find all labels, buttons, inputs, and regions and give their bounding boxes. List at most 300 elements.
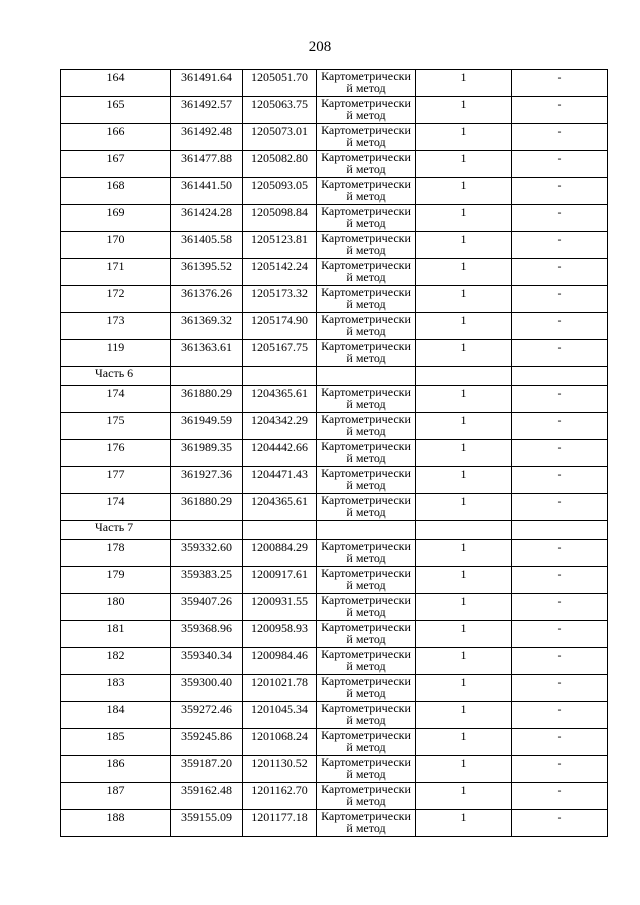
method-text-line: й метод [346, 324, 386, 338]
x-coordinate-value: 361927.36 [181, 467, 232, 481]
count-value: 1 [460, 124, 467, 138]
point-number-cell [61, 675, 171, 702]
method-text-line: Картометрически [321, 539, 411, 553]
count-cell [416, 386, 512, 413]
count-value: 1 [460, 810, 467, 824]
y-coordinate-cell [243, 756, 317, 783]
y-coordinate-cell [243, 702, 317, 729]
count-cell [416, 124, 512, 151]
table-row [61, 675, 608, 702]
y-coordinate-cell [243, 70, 317, 97]
method-text-line: й метод [346, 270, 386, 284]
count-value: 1 [460, 756, 467, 770]
dash-value: - [557, 594, 562, 608]
point-number-value: 166 [106, 124, 125, 138]
x-coordinate-value: 359383.25 [181, 567, 232, 581]
point-number-cell [61, 467, 171, 494]
y-coordinate-cell [243, 232, 317, 259]
point-number-value: 183 [106, 675, 125, 689]
empty-cell [317, 521, 416, 540]
dash-value: - [557, 178, 562, 192]
point-number-value: 180 [106, 594, 125, 608]
count-value: 1 [460, 386, 467, 400]
x-coordinate-cell [171, 232, 243, 259]
count-value: 1 [460, 494, 467, 508]
dash-cell [512, 124, 608, 151]
dash-cell [512, 702, 608, 729]
dash-value: - [557, 756, 562, 770]
method-cell [317, 259, 416, 286]
y-coordinate-value: 1200958.93 [251, 621, 308, 635]
method-text-line: Картометрически [321, 177, 411, 191]
table-row [61, 178, 608, 205]
x-coordinate-cell [171, 259, 243, 286]
y-coordinate-value: 1205082.80 [251, 151, 308, 165]
count-value: 1 [460, 286, 467, 300]
y-coordinate-cell [243, 675, 317, 702]
empty-cell [243, 367, 317, 386]
x-coordinate-cell [171, 413, 243, 440]
method-cell [317, 340, 416, 367]
count-value: 1 [460, 232, 467, 246]
method-text-line: Картометрически [321, 204, 411, 218]
method-text-line: Картометрически [321, 439, 411, 453]
point-number-value: 176 [106, 440, 125, 454]
dash-value: - [557, 259, 562, 273]
y-coordinate-value: 1201045.34 [251, 702, 308, 716]
point-number-value: 177 [106, 467, 125, 481]
y-coordinate-value: 1205123.81 [251, 232, 308, 246]
table-row [61, 124, 608, 151]
method-cell [317, 413, 416, 440]
count-cell [416, 70, 512, 97]
method-cell [317, 567, 416, 594]
count-value: 1 [460, 440, 467, 454]
point-number-cell [61, 151, 171, 178]
count-cell [416, 567, 512, 594]
dash-cell [512, 594, 608, 621]
y-coordinate-value: 1204342.29 [251, 413, 308, 427]
table-row [61, 313, 608, 340]
method-text-line: й метод [346, 659, 386, 673]
method-cell [317, 286, 416, 313]
point-number-cell [61, 232, 171, 259]
y-coordinate-value: 1200931.55 [251, 594, 308, 608]
dash-value: - [557, 386, 562, 400]
x-coordinate-cell [171, 286, 243, 313]
point-number-cell [61, 386, 171, 413]
y-coordinate-cell [243, 783, 317, 810]
method-text-line: Картометрически [321, 339, 411, 353]
method-text-line: Картометрически [321, 566, 411, 580]
dash-value: - [557, 205, 562, 219]
point-number-cell [61, 494, 171, 521]
dash-value: - [557, 783, 562, 797]
y-coordinate-cell [243, 567, 317, 594]
x-coordinate-cell [171, 783, 243, 810]
dash-cell [512, 70, 608, 97]
dash-value: - [557, 151, 562, 165]
y-coordinate-cell [243, 729, 317, 756]
method-text-line: й метод [346, 243, 386, 257]
dash-value: - [557, 540, 562, 554]
x-coordinate-cell [171, 440, 243, 467]
table-row [61, 494, 608, 521]
point-number-cell [61, 783, 171, 810]
dash-value: - [557, 97, 562, 111]
empty-cell [317, 367, 416, 386]
dash-cell [512, 494, 608, 521]
method-text-line: й метод [346, 578, 386, 592]
dash-value: - [557, 70, 562, 84]
table-row [61, 97, 608, 124]
point-number-cell [61, 756, 171, 783]
table-row [61, 783, 608, 810]
method-text-line: й метод [346, 451, 386, 465]
method-text-line: й метод [346, 189, 386, 203]
count-value: 1 [460, 178, 467, 192]
count-cell [416, 97, 512, 124]
point-number-value: 186 [106, 756, 125, 770]
method-cell [317, 648, 416, 675]
point-number-value: 175 [106, 413, 125, 427]
method-text-line: й метод [346, 162, 386, 176]
table-row [61, 567, 608, 594]
y-coordinate-value: 1205093.05 [251, 178, 308, 192]
method-cell [317, 621, 416, 648]
table-row [61, 286, 608, 313]
dash-value: - [557, 621, 562, 635]
point-number-cell [61, 413, 171, 440]
dash-cell [512, 467, 608, 494]
method-text-line: Картометрически [321, 647, 411, 661]
empty-cell [512, 367, 608, 386]
dash-cell [512, 413, 608, 440]
y-coordinate-value: 1201177.18 [251, 810, 308, 824]
method-cell [317, 151, 416, 178]
x-coordinate-cell [171, 594, 243, 621]
count-cell [416, 540, 512, 567]
dash-value: - [557, 313, 562, 327]
dash-value: - [557, 702, 562, 716]
point-number-value: 171 [106, 259, 125, 273]
x-coordinate-value: 361376.26 [181, 286, 232, 300]
method-cell [317, 440, 416, 467]
method-cell [317, 594, 416, 621]
point-number-value: 184 [106, 702, 125, 716]
y-coordinate-cell [243, 810, 317, 837]
method-cell [317, 124, 416, 151]
count-cell [416, 340, 512, 367]
point-number-cell [61, 440, 171, 467]
method-text-line: Картометрически [321, 385, 411, 399]
count-cell [416, 313, 512, 340]
x-coordinate-value: 361491.64 [181, 70, 232, 84]
x-coordinate-value: 359340.34 [181, 648, 232, 662]
dash-cell [512, 540, 608, 567]
x-coordinate-value: 361477.88 [181, 151, 232, 165]
x-coordinate-cell [171, 702, 243, 729]
count-cell [416, 675, 512, 702]
y-coordinate-cell [243, 621, 317, 648]
point-number-value: 172 [106, 286, 125, 300]
table-row [61, 594, 608, 621]
x-coordinate-value: 359407.26 [181, 594, 232, 608]
point-number-value: 178 [106, 540, 125, 554]
method-cell [317, 205, 416, 232]
method-text-line: й метод [346, 740, 386, 754]
table-row [61, 386, 608, 413]
point-number-value: 188 [106, 810, 125, 824]
method-cell [317, 178, 416, 205]
method-text-line: й метод [346, 351, 386, 365]
point-number-cell [61, 648, 171, 675]
count-cell [416, 783, 512, 810]
page-number: 208 [308, 39, 332, 55]
point-number-value: 185 [106, 729, 125, 743]
count-cell [416, 178, 512, 205]
y-coordinate-cell [243, 467, 317, 494]
x-coordinate-value: 359162.48 [181, 783, 232, 797]
dash-cell [512, 178, 608, 205]
method-text-line: Картометрически [321, 150, 411, 164]
method-text-line: Картометрически [321, 620, 411, 634]
x-coordinate-cell [171, 313, 243, 340]
dash-cell [512, 340, 608, 367]
x-coordinate-value: 359272.46 [181, 702, 232, 716]
y-coordinate-value: 1205174.90 [251, 313, 308, 327]
x-coordinate-value: 361395.52 [181, 259, 232, 273]
x-coordinate-value: 361949.59 [181, 413, 232, 427]
point-number-value: 168 [106, 178, 125, 192]
dash-cell [512, 756, 608, 783]
dash-cell [512, 97, 608, 124]
x-coordinate-value: 359332.60 [181, 540, 232, 554]
point-number-value: 187 [106, 783, 125, 797]
point-number-value: 169 [106, 205, 125, 219]
dash-value: - [557, 675, 562, 689]
y-coordinate-cell [243, 205, 317, 232]
dash-value: - [557, 340, 562, 354]
empty-cell [512, 521, 608, 540]
count-value: 1 [460, 467, 467, 481]
x-coordinate-cell [171, 621, 243, 648]
count-cell [416, 810, 512, 837]
x-coordinate-cell [171, 151, 243, 178]
y-coordinate-cell [243, 594, 317, 621]
x-coordinate-value: 361880.29 [181, 494, 232, 508]
dash-value: - [557, 494, 562, 508]
y-coordinate-cell [243, 440, 317, 467]
count-value: 1 [460, 702, 467, 716]
y-coordinate-value: 1201068.24 [251, 729, 308, 743]
method-text-line: Картометрически [321, 809, 411, 823]
y-coordinate-value: 1200917.61 [251, 567, 308, 581]
dash-cell [512, 313, 608, 340]
method-text-line: Картометрически [321, 466, 411, 480]
dash-value: - [557, 124, 562, 138]
x-coordinate-cell [171, 386, 243, 413]
empty-cell [243, 521, 317, 540]
point-number-cell [61, 178, 171, 205]
point-number-value: 182 [106, 648, 125, 662]
x-coordinate-cell [171, 70, 243, 97]
method-text-line: Картометрически [321, 701, 411, 715]
count-cell [416, 702, 512, 729]
point-number-value: 174 [106, 494, 125, 508]
method-text-line: Картометрически [321, 412, 411, 426]
section-label: Часть 6 [61, 367, 171, 386]
section-row [61, 367, 608, 386]
count-value: 1 [460, 621, 467, 635]
dash-cell [512, 567, 608, 594]
dash-value: - [557, 232, 562, 246]
dash-value: - [557, 729, 562, 743]
method-text-line: Картометрически [321, 258, 411, 272]
method-text-line: Картометрически [321, 593, 411, 607]
y-coordinate-cell [243, 151, 317, 178]
empty-cell [416, 367, 512, 386]
count-value: 1 [460, 70, 467, 84]
table-row [61, 621, 608, 648]
count-value: 1 [460, 340, 467, 354]
method-text-line: й метод [346, 216, 386, 230]
x-coordinate-cell [171, 810, 243, 837]
method-text-line: Картометрически [321, 493, 411, 507]
method-cell [317, 702, 416, 729]
table-row [61, 232, 608, 259]
empty-cell [171, 521, 243, 540]
x-coordinate-value: 361492.48 [181, 124, 232, 138]
point-number-cell [61, 205, 171, 232]
y-coordinate-value: 1204365.61 [251, 386, 308, 400]
point-number-cell [61, 621, 171, 648]
method-cell [317, 675, 416, 702]
count-value: 1 [460, 729, 467, 743]
point-number-value: 167 [106, 151, 125, 165]
method-text-line: й метод [346, 551, 386, 565]
point-number-value: 165 [106, 97, 125, 111]
table-row [61, 413, 608, 440]
y-coordinate-cell [243, 648, 317, 675]
method-text-line: Картометрически [321, 123, 411, 137]
method-text-line: й метод [346, 81, 386, 95]
method-cell [317, 756, 416, 783]
x-coordinate-cell [171, 540, 243, 567]
method-text-line: Картометрически [321, 312, 411, 326]
count-value: 1 [460, 540, 467, 554]
point-number-value: 119 [106, 340, 125, 354]
coordinates-table [60, 69, 608, 837]
dash-value: - [557, 440, 562, 454]
dash-cell [512, 783, 608, 810]
point-number-cell [61, 97, 171, 124]
y-coordinate-value: 1204365.61 [251, 494, 308, 508]
y-coordinate-cell [243, 259, 317, 286]
x-coordinate-value: 361363.61 [181, 340, 232, 354]
point-number-cell [61, 340, 171, 367]
method-text-line: Картометрически [321, 69, 411, 83]
x-coordinate-value: 361989.35 [181, 440, 232, 454]
method-cell [317, 494, 416, 521]
y-coordinate-value: 1205173.32 [251, 286, 308, 300]
method-text-line: й метод [346, 713, 386, 727]
count-value: 1 [460, 413, 467, 427]
method-text-line: Картометрически [321, 755, 411, 769]
x-coordinate-cell [171, 340, 243, 367]
dash-value: - [557, 286, 562, 300]
y-coordinate-cell [243, 286, 317, 313]
dash-cell [512, 259, 608, 286]
x-coordinate-value: 361880.29 [181, 386, 232, 400]
count-cell [416, 594, 512, 621]
dash-value: - [557, 413, 562, 427]
y-coordinate-value: 1201021.78 [251, 675, 308, 689]
y-coordinate-cell [243, 340, 317, 367]
method-cell [317, 97, 416, 124]
x-coordinate-cell [171, 675, 243, 702]
table-row [61, 729, 608, 756]
y-coordinate-value: 1201130.52 [251, 756, 308, 770]
x-coordinate-cell [171, 756, 243, 783]
table-row [61, 205, 608, 232]
method-text-line: й метод [346, 397, 386, 411]
y-coordinate-cell [243, 178, 317, 205]
method-text-line: Картометрически [321, 285, 411, 299]
y-coordinate-value: 1205063.75 [251, 97, 308, 111]
empty-cell [171, 367, 243, 386]
dash-value: - [557, 810, 562, 824]
point-number-cell [61, 567, 171, 594]
count-cell [416, 648, 512, 675]
table-row [61, 540, 608, 567]
method-text-line: й метод [346, 478, 386, 492]
table-row [61, 70, 608, 97]
x-coordinate-cell [171, 494, 243, 521]
y-coordinate-cell [243, 97, 317, 124]
dash-cell [512, 621, 608, 648]
count-cell [416, 729, 512, 756]
dash-value: - [557, 567, 562, 581]
x-coordinate-value: 359187.20 [181, 756, 232, 770]
x-coordinate-value: 359368.96 [181, 621, 232, 635]
method-text-line: й метод [346, 297, 386, 311]
point-number-value: 170 [106, 232, 125, 246]
method-text-line: й метод [346, 108, 386, 122]
method-text-line: й метод [346, 505, 386, 519]
count-cell [416, 232, 512, 259]
table-row [61, 151, 608, 178]
section-label: Часть 7 [61, 521, 171, 540]
y-coordinate-value: 1200984.46 [251, 648, 308, 662]
point-number-cell [61, 313, 171, 340]
method-cell [317, 467, 416, 494]
x-coordinate-cell [171, 178, 243, 205]
empty-cell [416, 521, 512, 540]
count-cell [416, 151, 512, 178]
count-cell [416, 621, 512, 648]
count-value: 1 [460, 567, 467, 581]
x-coordinate-cell [171, 124, 243, 151]
x-coordinate-cell [171, 729, 243, 756]
method-text-line: Картометрически [321, 96, 411, 110]
table-row [61, 648, 608, 675]
y-coordinate-value: 1205098.84 [251, 205, 308, 219]
method-text-line: Картометрически [321, 231, 411, 245]
y-coordinate-value: 1205167.75 [251, 340, 308, 354]
y-coordinate-cell [243, 540, 317, 567]
count-cell [416, 413, 512, 440]
